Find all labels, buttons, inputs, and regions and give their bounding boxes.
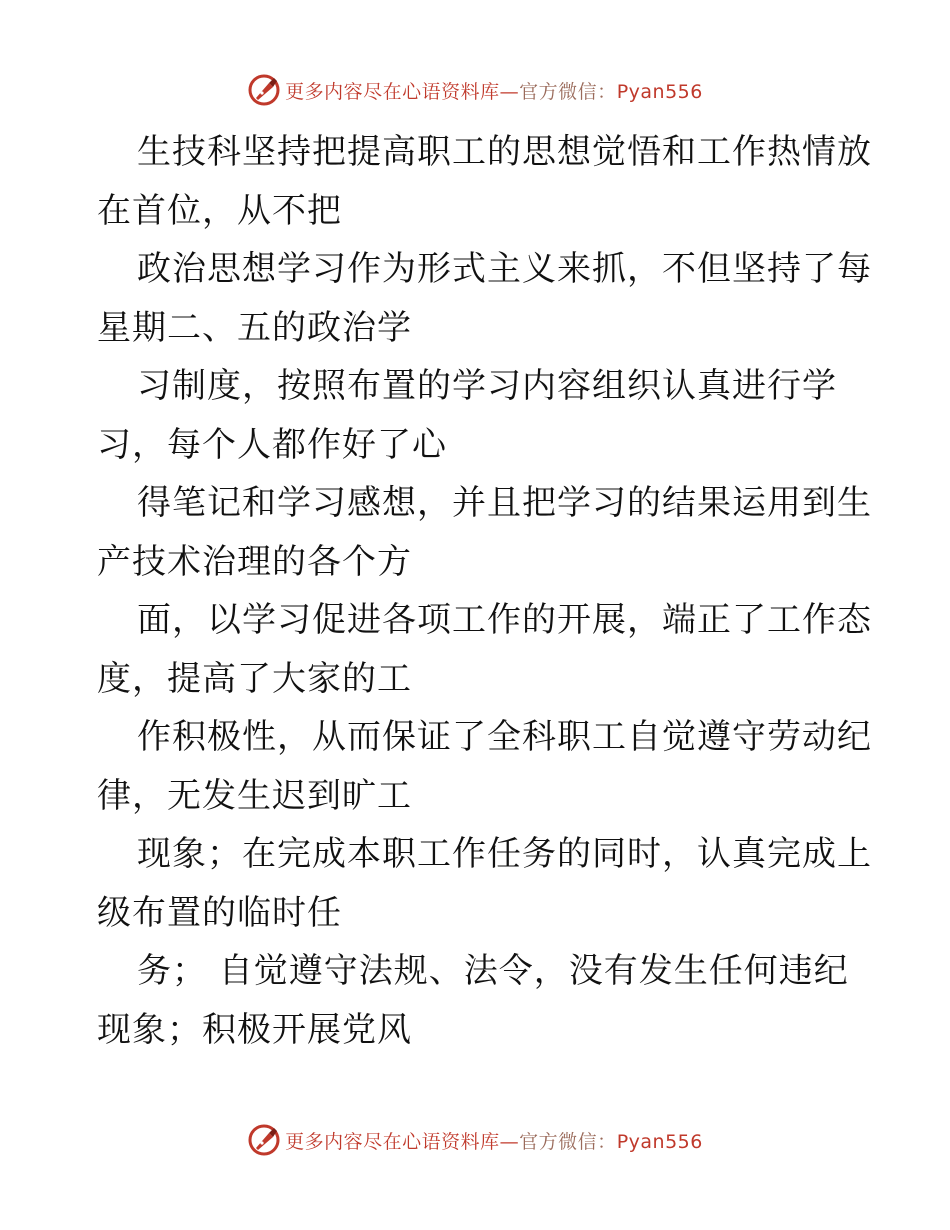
footer-wechat-label: 官方微信： — [519, 1130, 617, 1153]
header-brand: 更多内容尽在心语资料库 — [285, 80, 500, 103]
body-line: 政治思想学习作为形式主义来抓，不但坚持了每 — [137, 249, 872, 289]
footer-banner — [0, 1120, 950, 1160]
footer-banner-text — [285, 1127, 703, 1154]
body-line: 习，每个人都作好了心 — [97, 424, 447, 465]
body-line: 生技科坚持把提高职工的思想觉悟和工作热情放 — [137, 132, 872, 172]
body-line: 务； 自觉遵守法规、法令，没有发生任何违纪 — [137, 951, 849, 991]
body-line: 习制度，按照布置的学习内容组织认真进行学 — [137, 366, 837, 406]
footer-wechat-id: Pyan556 — [616, 1130, 703, 1153]
body-line: 级布置的临时任 — [97, 892, 342, 933]
footer-separator: — — [499, 1130, 520, 1153]
body-line: 星期二、五的政治学 — [97, 307, 412, 348]
body-line: 度，提高了大家的工 — [97, 658, 412, 699]
header-separator: — — [499, 80, 520, 103]
body-line: 产技术治理的各个方 — [97, 541, 412, 582]
pen-nib-logo-icon — [247, 73, 281, 107]
body-line: 得笔记和学习感想，并且把学习的结果运用到生 — [137, 483, 872, 523]
header-banner — [0, 70, 950, 110]
body-line: 面，以学习促进各项工作的开展，端正了工作态 — [137, 600, 872, 640]
pen-nib-logo-icon — [247, 1123, 281, 1157]
body-line: 作积极性，从而保证了全科职工自觉遵守劳动纪 — [137, 717, 872, 757]
body-line: 现象；积极开展党风 — [97, 1009, 412, 1050]
header-wechat-id: Pyan556 — [616, 80, 703, 103]
header-wechat-label: 官方微信： — [519, 80, 617, 103]
body-line: 在首位，从不把 — [97, 190, 342, 231]
body-line: 律，无发生迟到旷工 — [97, 775, 412, 816]
document-body — [97, 123, 872, 1059]
header-banner-text — [285, 77, 703, 104]
footer-brand: 更多内容尽在心语资料库 — [285, 1130, 500, 1153]
body-line: 现象；在完成本职工作任务的同时，认真完成上 — [137, 834, 872, 874]
